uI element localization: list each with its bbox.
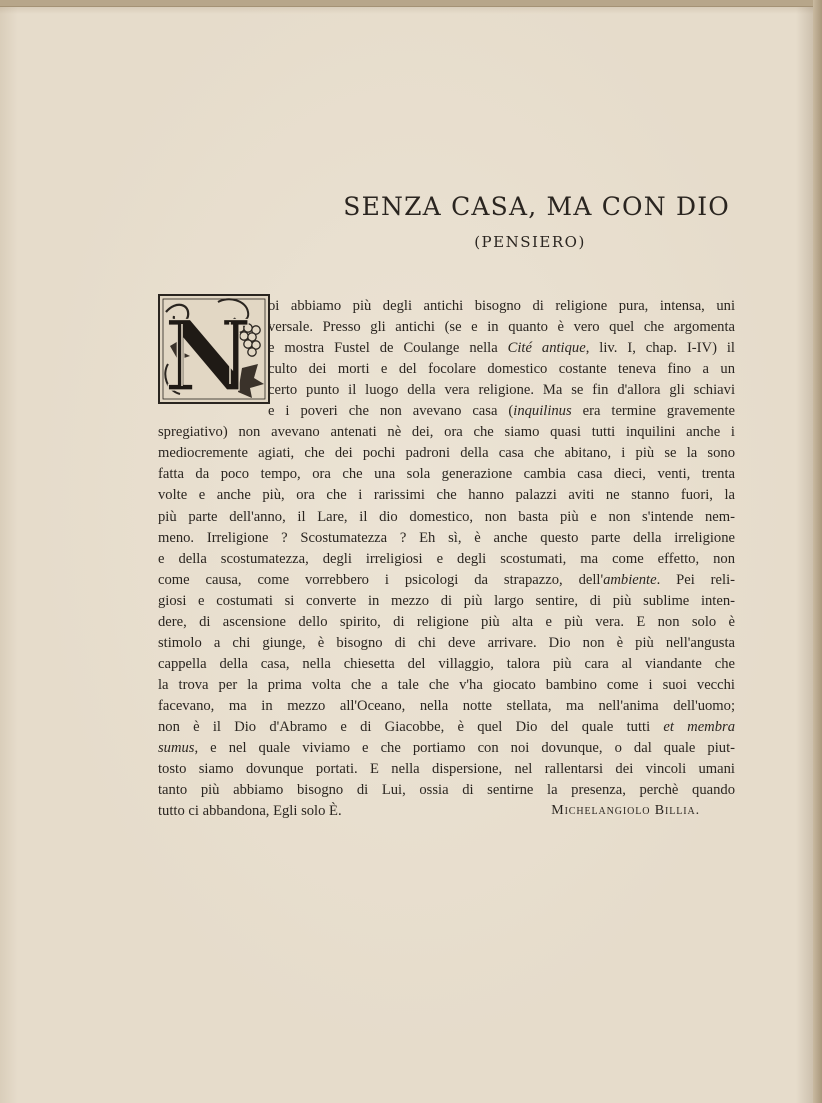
body-line <box>158 654 735 674</box>
text-segment: come causa, come vorrebbero i psicologi da strapazzo, dell' <box>158 571 604 588</box>
text-segment: spregiativo) non avevano antenati nè dei, ora che siamo quasi tutti inquilini anche i <box>158 424 735 441</box>
article-title: SENZA CASA, MA CON DIO <box>343 192 730 221</box>
body-line <box>158 717 735 737</box>
body-line <box>158 570 735 590</box>
body-line <box>158 464 735 484</box>
decorated-initial <box>158 294 270 404</box>
svg-text:N: N <box>164 300 252 404</box>
text-segment: tutto ci abbandona, Egli solo È. <box>158 803 342 820</box>
italic-phrase: ambiente <box>603 571 657 588</box>
body-line <box>158 633 735 653</box>
text-segment: tosto siamo dovunque portati. E nella dispersione, nel rallentarsi dei vincoli umani <box>158 761 735 778</box>
body-line <box>158 549 735 569</box>
text-segment: non è il Dio d'Abramo e di Giacobbe, è quel Dio del quale tutti <box>158 719 664 735</box>
text-segment: era termine gravemente <box>571 403 735 420</box>
body-line <box>158 612 735 632</box>
text-segment: più parte dell'anno, il Lare, il dio domestico, non basta più e non s'intende nem- <box>158 508 735 525</box>
text-segment: facevano, ma in mezzo all'Oceano, nella notte stellata, ma nell'anima dell'uomo; <box>158 697 735 714</box>
text-segment: oi abbiamo più degli antichi bisogno di religione pura, intensa, uni <box>268 298 735 314</box>
body-line <box>158 759 735 779</box>
body-line <box>158 507 735 527</box>
initial-ornament-icon <box>158 294 270 404</box>
body-line <box>268 338 735 358</box>
text-segment: versale. Presso gli antichi (se e in quanto è vero quel che argomenta <box>268 319 735 336</box>
italic-phrase: sumus <box>158 740 195 757</box>
text-segment: fatta da poco tempo, ora che una sola generazione cambia casa dieci, venti, trenta <box>158 466 735 483</box>
text-segment: certo punto il luogo della vera religione. Ma se fin d'allora gli schiavi <box>268 382 735 399</box>
text-segment: la trova per la prima volta che a tale che v'ha giocato bambino come i suoi vecchi <box>158 676 735 693</box>
body-line <box>158 738 735 758</box>
author-signature: Michelangiolo Billia. <box>551 803 700 818</box>
text-segment: dere, di ascensione dello spirito, di religione più alta e più vera. E non solo è <box>158 613 735 630</box>
text-segment: e della scostumatezza, degli irreligiosi e degli scostumati, ma come effetto, non <box>158 550 735 567</box>
body-line <box>268 380 735 400</box>
text-segment: , liv. I, chap. I-IV) il <box>585 340 735 357</box>
text-segment: cappella della casa, nella chiesetta del villaggio, talora più cara al viandante che <box>158 655 735 672</box>
text-segment: , e nel quale viviamo e che portiamo con noi dovunque, o dal quale piut- <box>194 740 735 757</box>
body-line <box>158 528 735 548</box>
article-subtitle: (PENSIERO) <box>474 233 586 251</box>
body-line <box>268 401 735 421</box>
body-line <box>158 485 735 505</box>
body-line <box>268 359 735 379</box>
text-segment: meno. Irreligione ? Scostumatezza ? Eh sì, è anche questo parte della irreligione <box>158 529 735 546</box>
body-line <box>158 696 735 716</box>
italic-phrase: Cité antique <box>507 340 586 357</box>
text-segment: e i poveri che non avevano casa ( <box>268 403 514 420</box>
italic-phrase: inquilinus <box>513 403 572 420</box>
body-line <box>158 675 735 695</box>
body-line <box>158 443 735 463</box>
italic-phrase: et membra <box>663 719 735 735</box>
page-top-edge <box>0 0 822 7</box>
body-line <box>158 422 735 442</box>
text-segment: giosi e costumati si converte in mezzo di più largo sentire, di più sublime inten- <box>158 592 735 609</box>
text-segment: mediocremente agiati, che dei pochi padroni della casa che abitano, i più se la sono <box>158 445 735 462</box>
body-line <box>268 296 735 316</box>
text-segment: . Pei reli- <box>656 571 735 588</box>
text-segment: tanto più abbiamo bisogno di Lui, ossia di sentirne la presenza, perchè quando <box>158 782 735 799</box>
text-segment: culto dei morti e del focolare domestico costante teneva fino a un <box>268 361 735 378</box>
text-segment: stimolo a chi giunge, è bisogno di chi deve arrivare. Dio non è più nell'angusta <box>158 634 735 651</box>
page-right-edge <box>813 0 822 1103</box>
body-line <box>268 317 735 337</box>
text-segment: e mostra Fustel de Coulange nella <box>268 340 508 357</box>
body-line <box>158 591 735 611</box>
text-segment: volte e anche più, ora che i rarissimi che hanno palazzi aviti ne stanno fuori, la <box>158 487 735 504</box>
body-line <box>158 780 735 800</box>
